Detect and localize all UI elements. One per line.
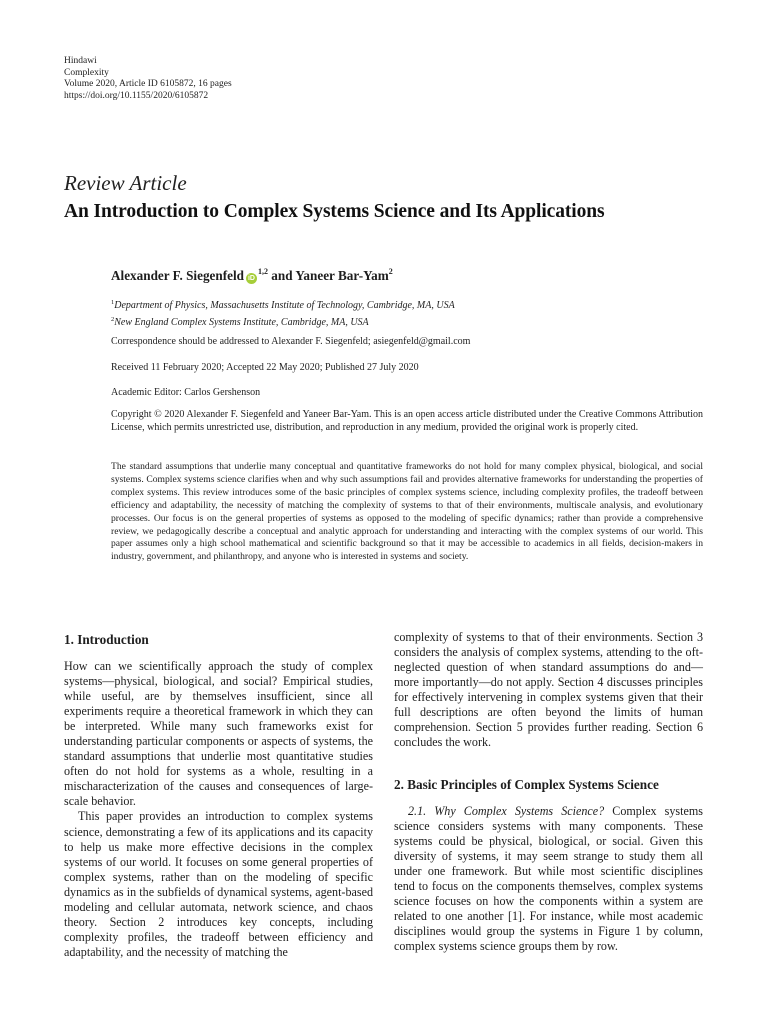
author-name: Alexander F. Siegenfeld (111, 268, 244, 283)
affiliation (111, 313, 455, 330)
correspondence: Correspondence should be addressed to Alexander F. Siegenfeld; asiegenfeld@gmail.com (111, 336, 471, 347)
author-affiliation-mark: 1,2 (257, 267, 268, 276)
abstract: The standard assumptions that underlie many conceptual and quantitative frameworks do not hold for many complex physical, biological, and social systems. Complex systems science clarifies when and why such assumptions fail and provides alternative frameworks for understanding the properties of complex systems. This review introduces some of the basic principles of complex systems science, including complexity profiles, the tradeoff between efficiency and adaptability, the necessity of matching the complexity of systems to that of their environments, multiscale analysis, and evolutionary processes. Our focus is on the general properties of systems as opposed to the modeling of specific dynamics; rather than provide a comprehensive review, we pedagogically describe a conceptual and analytic approach for understanding and interacting with the complex systems of our world. This paper assumes only a high school mathematical and scientific background so that it may be accessible to academics in all fields, decision-makers in industry, government, and philanthropy, and anyone who is interested in systems and society. (111, 461, 703, 563)
orcid-icon[interactable]: iD (247, 275, 255, 282)
affiliation-text: New England Complex Systems Institute, Cambridge, MA, USA (114, 317, 369, 328)
affiliation-mark: 2 (111, 316, 115, 323)
body-paragraph (394, 804, 703, 954)
body-paragraph: This paper provides an introduction to complex systems science, demonstrating a few of its applications and its capacity to help us make more effective decisions in the complex systems of our world. It focuses on some general properties of complex systems, rather than on the modeling of specific dynamics as in the subfields of dynamical systems, agent-based modeling and cellular automata, network science, and chaos theory. Section 2 introduces key concepts, including complexity profiles, the tradeoff between efficiency and adaptability, and the necessity of matching the (64, 809, 373, 959)
author-conjunction: and (267, 268, 296, 283)
body-text: Complex systems science considers systems with many components. These systems could be physical, biological, or social. Given this diversity of systems, it may seem strange to study them all under one framework. But while most scientific disciplines tend to focus on the components themselves, complex systems science focuses on how the components within a system are related to one another [1]. For instance, while most academic disciplines would group the systems in Figure 1 by column, complex systems science groups them by row. (394, 804, 703, 954)
author-affiliation-mark: 2 (388, 267, 393, 276)
article-type: Review Article (64, 171, 187, 195)
author-name: Yaneer Bar-Yam (295, 268, 389, 283)
subsection-heading: 2.1. Why Complex Systems Science? (408, 804, 605, 818)
publisher-name: Hindawi (64, 56, 97, 66)
right-column (394, 630, 703, 750)
affiliation-text: Department of Physics, Massachusetts Institute of Technology, Cambridge, MA, USA (114, 300, 455, 311)
paper-title: An Introduction to Complex Systems Science and Its Applications (64, 201, 605, 222)
body-paragraph: How can we scientifically approach the study of complex systems—physical, biological, and social? Empirical studies, while useful, are by themselves insufficient, since all experiments require a theoretical framework in which they can be interpreted. While many such frameworks exist for understanding particular components or aspects of systems, the standard assumptions that underlie most quantitative studies often do not hold for systems as a whole, resulting in a mischaracterization of the causes and consequences of large-scale behavior. (64, 659, 373, 809)
left-column (64, 659, 373, 960)
affiliation-mark: 1 (111, 299, 115, 306)
journal-header (64, 56, 232, 102)
body-paragraph: complexity of systems to that of their environments. Section 3 considers the analysis of complex systems, attending to the oft-neglected question of when standard assumptions do and—more importantly—do not apply. Section 4 discusses principles for effectively intervening in complex systems given that their full descriptions are often beyond the limits of human comprehension. Section 5 provides further reading. Section 6 concludes the work. (394, 630, 703, 750)
volume-info: Volume 2020, Article ID 6105872, 16 pages (64, 79, 232, 89)
doi-link[interactable]: https://doi.org/10.1155/2020/6105872 (64, 90, 209, 101)
section-heading: 2. Basic Principles of Complex Systems Science (394, 777, 659, 792)
journal-name: Complexity (64, 67, 109, 78)
section-heading: 1. Introduction (64, 632, 149, 647)
affiliations (111, 296, 455, 330)
author-list (111, 267, 393, 284)
academic-editor: Academic Editor: Carlos Gershenson (111, 387, 261, 398)
right-column-section2 (394, 804, 703, 954)
affiliation (111, 296, 455, 313)
copyright-notice: Copyright © 2020 Alexander F. Siegenfeld and Yaneer Bar-Yam. This is an open access article distributed under the Creative Commons Attribution License, which permits unrestricted use, distribution, and reproduction in any medium, provided the original work is properly cited. (111, 409, 703, 433)
publication-dates: Received 11 February 2020; Accepted 22 May 2020; Published 27 July 2020 (111, 362, 419, 373)
